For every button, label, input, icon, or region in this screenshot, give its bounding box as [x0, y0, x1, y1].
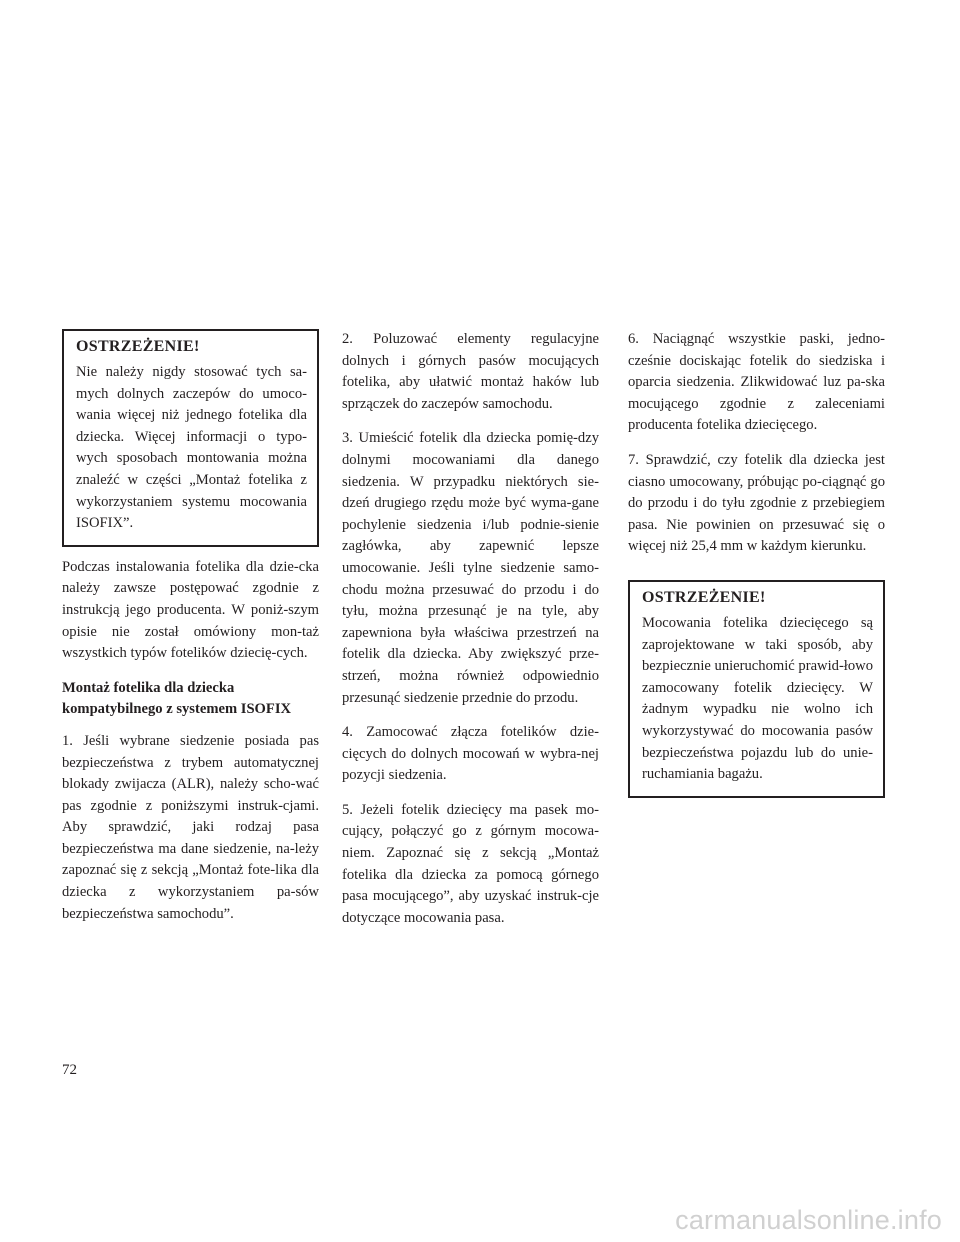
step-3: 3. Umieścić fotelik dla dziecka pomię-dzy dolnymi mocowaniami dla danego siedzenia. W przypadku niektórych sie-dzeń drugiego rzędu może być wyma-gane pochylenie siedzenia i/lub podnie-sienie zagłówka, aby zapewnić lepsze umocowanie. Jeśli tylne siedzenie samo-chodu można przesuwać do przodu i do tyłu, można przesunąć je na tyle, aby zapewniona była właściwa przestrzeń na fotelik dla dziecka. Aby zwiększyć prze-strzeń, można również odpowiednio przesunąć siedzenie przednie do przodu.: [342, 430, 599, 706]
warning-text: Mocowania fotelika dziecięcego są zaprojektowane w taki sposób, aby bezpiecznie unieruchomić prawid-łowo zamocowany fotelik dziecięcy. W żadnym wypadku nie wolno ich wykorzystywać do mocowania pasów bezpieczeństwa pojazdu lub do unie-ruchamiania bagażu.: [642, 614, 873, 783]
step-5: 5. Jeżeli fotelik dziecięcy ma pasek mo-cujący, połączyć go z górnym mocowa-niem. Zapoznać się z sekcją „Montaż fotelika dla dziecka za pomocą górnego pasa mocującego”, aby uzyskać instruk-cje dotyczące mocowania pasa.: [342, 801, 599, 926]
step-6: 6. Naciągnąć wszystkie paski, jedno-cześnie dociskając fotelik do siedziska i oparcia siedzenia. Zlikwidować luz pa-ska mocującego zgodnie z zaleceniami producenta fotelika dziecięcego.: [628, 331, 885, 434]
warning-title: OSTRZEŻENIE!: [76, 338, 200, 355]
left-column: [62, 329, 319, 938]
middle-column: [342, 329, 599, 942]
section-heading: Montaż fotelika dla dziecka kompatybilnego z systemem ISOFIX: [62, 679, 292, 718]
step-1: 1. Jeśli wybrane siedzenie posiada pas bezpieczeństwa z trybem automatycznej blokady zwijacza (ALR), należy scho-wać pas zgodnie z poniższymi instruk-cjami. Aby sprawdzić, jaki rodzaj pasa bezpieczeństwa ma dane siedzenie, na-leży zapoznać się z sekcją „Montaż fote-lika dla dziecka z wykorzystaniem pa-sów bezpieczeństwa samochodu”.: [62, 732, 319, 922]
step-4: 4. Zamocować złącza fotelików dzie-cięcych do dolnych mocowań w wybra-nej pozycji siedzenia.: [342, 724, 599, 784]
intro-paragraph: Podczas instalowania fotelika dla dzie-cka należy zawsze postępować zgodnie z instrukcją jego producenta. W poniż-szym opisie nie został omówiony mon-taż wszystkich typów fotelików dziecię-cych.: [62, 558, 319, 662]
right-column: [628, 329, 885, 808]
warning-title: OSTRZEŻENIE!: [642, 588, 766, 606]
step-7: 7. Sprawdzić, czy fotelik dla dziecka jest ciasno umocowany, próbując po-ciągnąć go do przodu i do tyłu zgodnie z przebiegiem pasa. Nie powinien on przesuwać się o więcej niż 25,4 mm w każdym kierunku.: [628, 451, 885, 555]
page-number: 72: [62, 1062, 77, 1078]
warning-box-isofix: [62, 329, 319, 547]
step-2: 2. Poluzować elementy regulacyjne dolnych i górnych pasów mocujących fotelika, aby ułatwić montaż haków lub sprzączek do zaczepów samochodu.: [342, 331, 599, 412]
warning-text: Nie należy nigdy stosować tych sa-mych dolnych zaczepów do umoco-wania więcej niż jednego fotelika dla dziecka. Więcej informacji o typo-wych sposobach montowania można znaleźć w części „Montaż fotelika z wykorzystaniem systemu mocowania ISOFIX”.: [76, 364, 307, 532]
watermark: carmanualsonline.info: [675, 1205, 942, 1235]
warning-box-anchors: [628, 580, 885, 798]
